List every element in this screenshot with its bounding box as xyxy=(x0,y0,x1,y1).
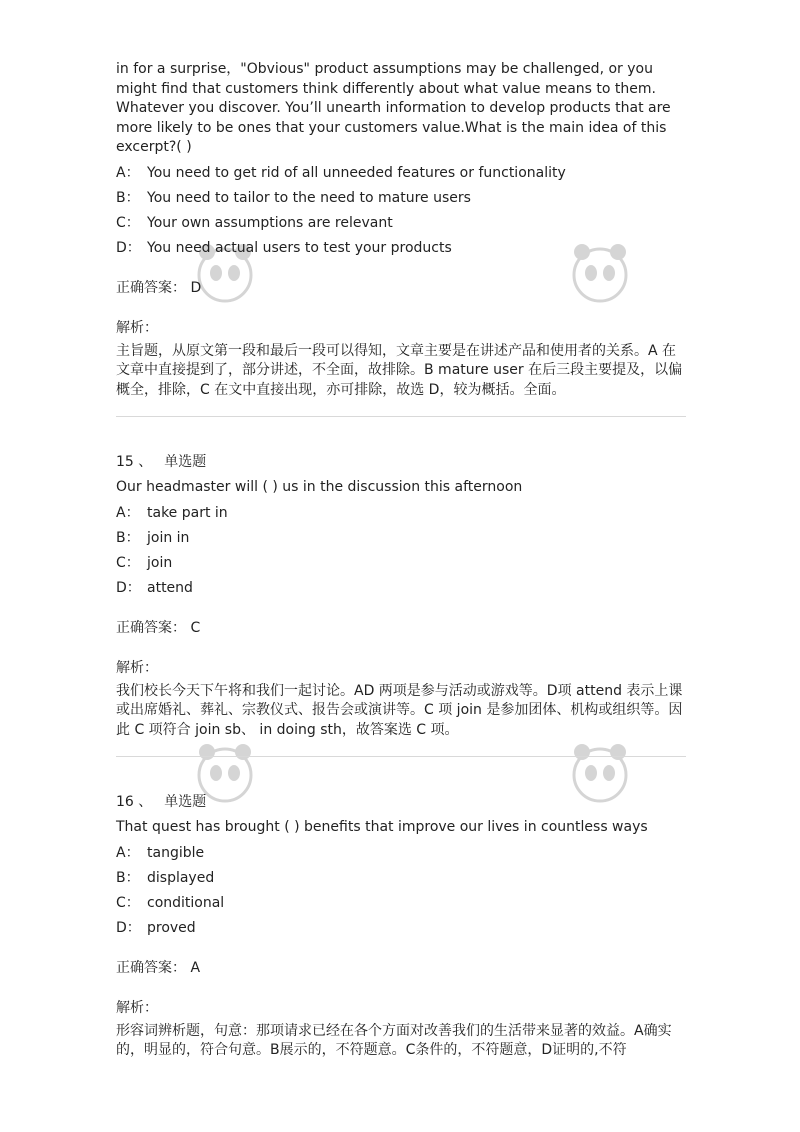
question-16-text: That quest has brought ( ) benefits that improve our lives in countless ways xyxy=(116,819,648,835)
answer-value: D xyxy=(190,279,202,296)
question-15-options xyxy=(116,504,686,598)
question-16-answer: 正确答案： A xyxy=(116,959,201,976)
option-c: C： Your own assumptions are relevant xyxy=(116,214,393,231)
question-14-explanation: 主旨题，从原文第一段和最后一段可以得知，文章主要是在讲述产品和使用者的关系。A 在文章中直接提到了，部分讲述，不全面，故排除。B mature user 在后三段主要提及，以偏概全，排除，C 在文中直接出现，亦可排除，故选 D，较为概括。全面。 xyxy=(116,342,683,398)
document-page xyxy=(116,60,686,1061)
question-14-answer: 正确答案： D xyxy=(116,279,202,296)
question-15-text: Our headmaster will ( ) us in the discussion this afternoon xyxy=(116,479,523,495)
question-15-explanation: 我们校长今天下午将和我们一起讨论。AD 两项是参与活动或游戏等。D项 attend 表示上课或出席婚礼、葬礼、宗教仪式、报告会或演讲等。C 项 join 是参加团体、机构或组织等。因此 C 项符合 join sb、 in doing sth，故答案选 C 项。 xyxy=(116,682,683,738)
answer-value: C xyxy=(190,619,201,636)
answer-value: A xyxy=(190,959,201,976)
option-d: D： You need actual users to test your products xyxy=(116,239,452,256)
option-c: C： conditional xyxy=(116,894,225,911)
option-d: D： proved xyxy=(116,919,196,936)
explanation-title: 解析： xyxy=(116,659,158,676)
question-16-options xyxy=(116,844,686,938)
option-d: D： attend xyxy=(116,579,193,596)
option-a: A： tangible xyxy=(116,844,205,861)
question-14-options xyxy=(116,164,686,258)
option-a: A： take part in xyxy=(116,504,228,521)
option-b: B： displayed xyxy=(116,869,215,886)
option-c: C： join xyxy=(116,554,173,571)
option-b: B： join in xyxy=(116,529,190,546)
question-15-answer: 正确答案： C xyxy=(116,619,201,636)
question-16-header: 16 、 单选题 xyxy=(116,794,207,810)
question-15-header: 15 、 单选题 xyxy=(116,454,207,470)
explanation-title: 解析： xyxy=(116,999,158,1016)
explanation-title: 解析： xyxy=(116,319,158,336)
question-14-passage: in for a surprise，"Obvious" product assumptions may be challenged, or you might find that customers think differently about what value means to them. Whatever you discover. You’ll unearth information to develop products that are more likely to be ones that your customers value.What is the main idea of this excerpt?( ) xyxy=(116,61,671,155)
option-b: B： You need to tailor to the need to mature users xyxy=(116,189,471,206)
option-a: A： You need to get rid of all unneeded features or functionality xyxy=(116,164,566,181)
question-16-explanation: 形容词辨析题，句意：那项请求已经在各个方面对改善我们的生活带来显著的效益。A确实的，明显的，符合句意。B展示的，不符题意。C条件的，不符题意，D证明的,不符 xyxy=(116,1022,672,1058)
